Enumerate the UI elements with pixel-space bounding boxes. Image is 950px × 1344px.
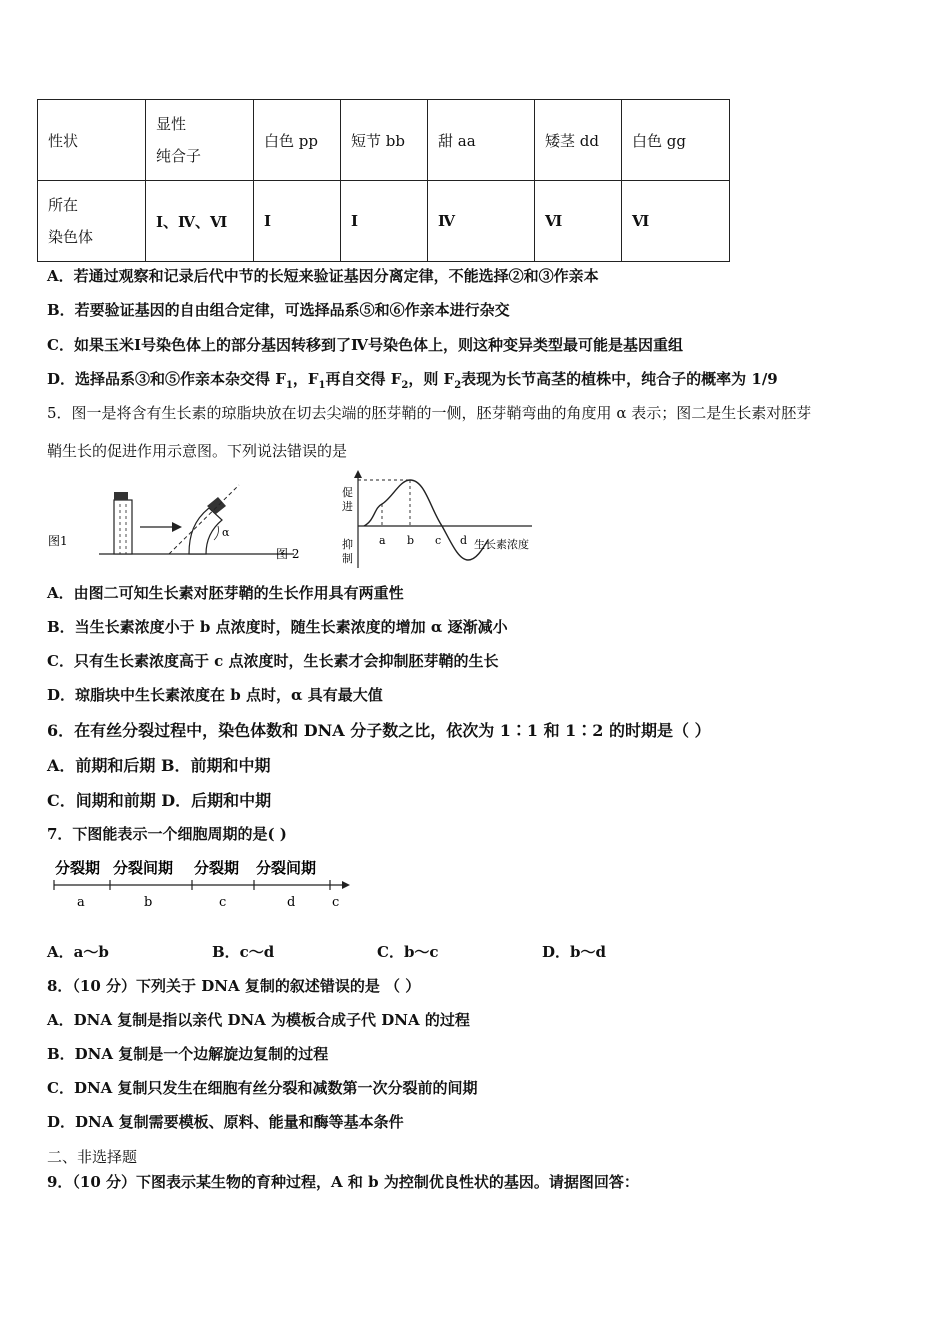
- arrow-right-icon: [172, 522, 182, 532]
- q5-stem-line1: 5．图一是将含有生长素的琼脂块放在切去尖端的胚芽鞘的一侧，胚芽鞘弯曲的角度用 α 表示；图二是生长素对胚芽: [47, 404, 812, 422]
- header-dominant-line2: 纯合子: [156, 147, 202, 165]
- trait-table: [37, 99, 730, 262]
- cell-cycle-diagram: [50, 852, 360, 914]
- q6-stem: 6．在有丝分裂过程中，染色体数和 DNA 分子数之比，依次为 1∶1 和 1∶2 的时期是（ ）: [47, 721, 711, 740]
- timeline-arrow-icon: [342, 881, 350, 889]
- coleoptile-bent: [189, 508, 222, 554]
- table-header-dwarf-dd: 矮茎 dd: [535, 100, 622, 181]
- segment-letter: b: [144, 895, 153, 910]
- q4-d-part4: ，则 F: [408, 370, 455, 388]
- y-label-inhibit: 制: [342, 552, 353, 565]
- table-cell: Ⅳ: [428, 181, 535, 262]
- q7-option-b: B．c～d: [212, 943, 275, 961]
- row-label-line2: 染色体: [48, 228, 94, 246]
- alpha-label: α: [222, 526, 230, 539]
- q4-option-a: A．若通过观察和记录后代中节的长短来验证基因分离定律，不能选择②和③作亲本: [47, 267, 599, 285]
- growth-curve: [364, 480, 488, 560]
- phase-label: 分裂间期: [113, 859, 174, 877]
- point-b-label: b: [407, 534, 415, 547]
- segment-letter: c: [332, 895, 340, 910]
- point-d-label: d: [460, 534, 468, 547]
- table-header-white-pp: 白色 pp: [254, 100, 341, 181]
- q5-option-a: A．由图二可知生长素对胚芽鞘的生长作用具有两重性: [47, 584, 404, 602]
- agar-block-icon: [114, 492, 128, 500]
- y-axis-arrow-icon: [354, 470, 362, 478]
- table-cell: Ⅰ: [341, 181, 428, 262]
- phase-label: 分裂间期: [256, 859, 317, 877]
- phase-label: 分裂期: [55, 859, 101, 877]
- q8-option-c: C．DNA 复制只发生在细胞有丝分裂和减数第一次分裂前的间期: [47, 1079, 478, 1097]
- table-header-white-gg: 白色 gg: [622, 100, 730, 181]
- phase-label: 分裂期: [194, 859, 240, 877]
- q9-stem: 9．（10 分）下图表示某生物的育种过程，A 和 b 为控制优良性状的基因。请据图回答：: [47, 1173, 639, 1191]
- point-a-label: a: [379, 534, 386, 547]
- q6-options-cd: C．间期和前期 D．后期和中期: [47, 791, 272, 810]
- segment-letter: c: [219, 895, 227, 910]
- q7-option-d: D．b～d: [542, 943, 606, 961]
- table-cell: Ⅵ: [622, 181, 730, 262]
- table-header-dominant: [146, 100, 254, 181]
- x-axis-label: 生长素浓度: [474, 538, 529, 551]
- figure-2-label: 图 2: [276, 547, 300, 561]
- sub: 2: [401, 380, 409, 391]
- figure-2: [270, 468, 550, 572]
- q5-option-c: C．只有生长素浓度高于 c 点浓度时，生长素才会抑制胚芽鞘的生长: [47, 652, 499, 670]
- q8-stem: 8．（10 分）下列关于 DNA 复制的叙述错误的是 （ ）: [47, 977, 421, 995]
- q8-option-a: A．DNA 复制是指以亲代 DNA 为模板合成子代 DNA 的过程: [47, 1011, 470, 1029]
- q7-option-a: A．a～b: [47, 943, 109, 961]
- y-label-promote: 进: [342, 500, 353, 513]
- q4-option-d: [47, 368, 778, 391]
- table-cell: Ⅵ: [535, 181, 622, 262]
- figure-1: [44, 470, 304, 570]
- q6-options-ab: A．前期和后期 B．前期和中期: [47, 756, 271, 775]
- sub: 1: [318, 380, 326, 391]
- y-label-promote: 促: [342, 486, 353, 499]
- q5-option-b: B．当生长素浓度小于 b 点浓度时，随生长素浓度的增加 α 逐渐减小: [47, 618, 508, 636]
- sub: 2: [454, 380, 462, 391]
- q5-option-d: D．琼脂块中生长素浓度在 b 点时，α 具有最大值: [47, 686, 383, 704]
- table-header-sweet-aa: 甜 aa: [428, 100, 535, 181]
- figure-1-label: 图1: [48, 534, 68, 548]
- q7-option-c: C．b～c: [377, 943, 439, 961]
- segment-letter: d: [287, 895, 296, 910]
- segment-letter: a: [77, 895, 85, 910]
- q4-d-part3: 再自交得 F: [325, 370, 402, 388]
- q4-option-c: C．如果玉米Ⅰ号染色体上的部分基因转移到了Ⅳ号染色体上，则这种变异类型最可能是基因重组: [47, 336, 683, 354]
- q4-d-part2: ，F: [292, 370, 319, 388]
- q4-d-part5: 表现为长节高茎的植株中，纯合子的概率为 1/9: [461, 370, 778, 388]
- table-header-short-bb: 短节 bb: [341, 100, 428, 181]
- sub: 1: [285, 380, 293, 391]
- q4-option-b: B．若要验证基因的自由组合定律，可选择品系⑤和⑥作亲本进行杂交: [47, 301, 510, 319]
- q4-d-part1: D．选择品系③和⑤作亲本杂交得 F: [47, 370, 286, 388]
- header-dominant-line1: 显性: [156, 115, 187, 133]
- table-header-trait: 性状: [38, 100, 146, 181]
- q8-option-d: D．DNA 复制需要模板、原料、能量和酶等基本条件: [47, 1113, 404, 1131]
- table-row-label: [38, 181, 146, 262]
- coleoptile-straight: [114, 500, 132, 554]
- q7-stem: 7．下图能表示一个细胞周期的是( ): [47, 825, 287, 843]
- table-cell: Ⅰ: [254, 181, 341, 262]
- table-cell: Ⅰ、Ⅳ、Ⅵ: [146, 181, 254, 262]
- row-label-line1: 所在: [48, 196, 79, 214]
- q8-option-b: B．DNA 复制是一个边解旋边复制的过程: [47, 1045, 329, 1063]
- q5-stem-line2: 鞘生长的促进作用示意图。下列说法错误的是: [47, 442, 348, 460]
- section-title: 二、非选择题: [47, 1148, 138, 1166]
- point-c-label: c: [435, 534, 442, 547]
- y-label-inhibit: 抑: [342, 538, 353, 551]
